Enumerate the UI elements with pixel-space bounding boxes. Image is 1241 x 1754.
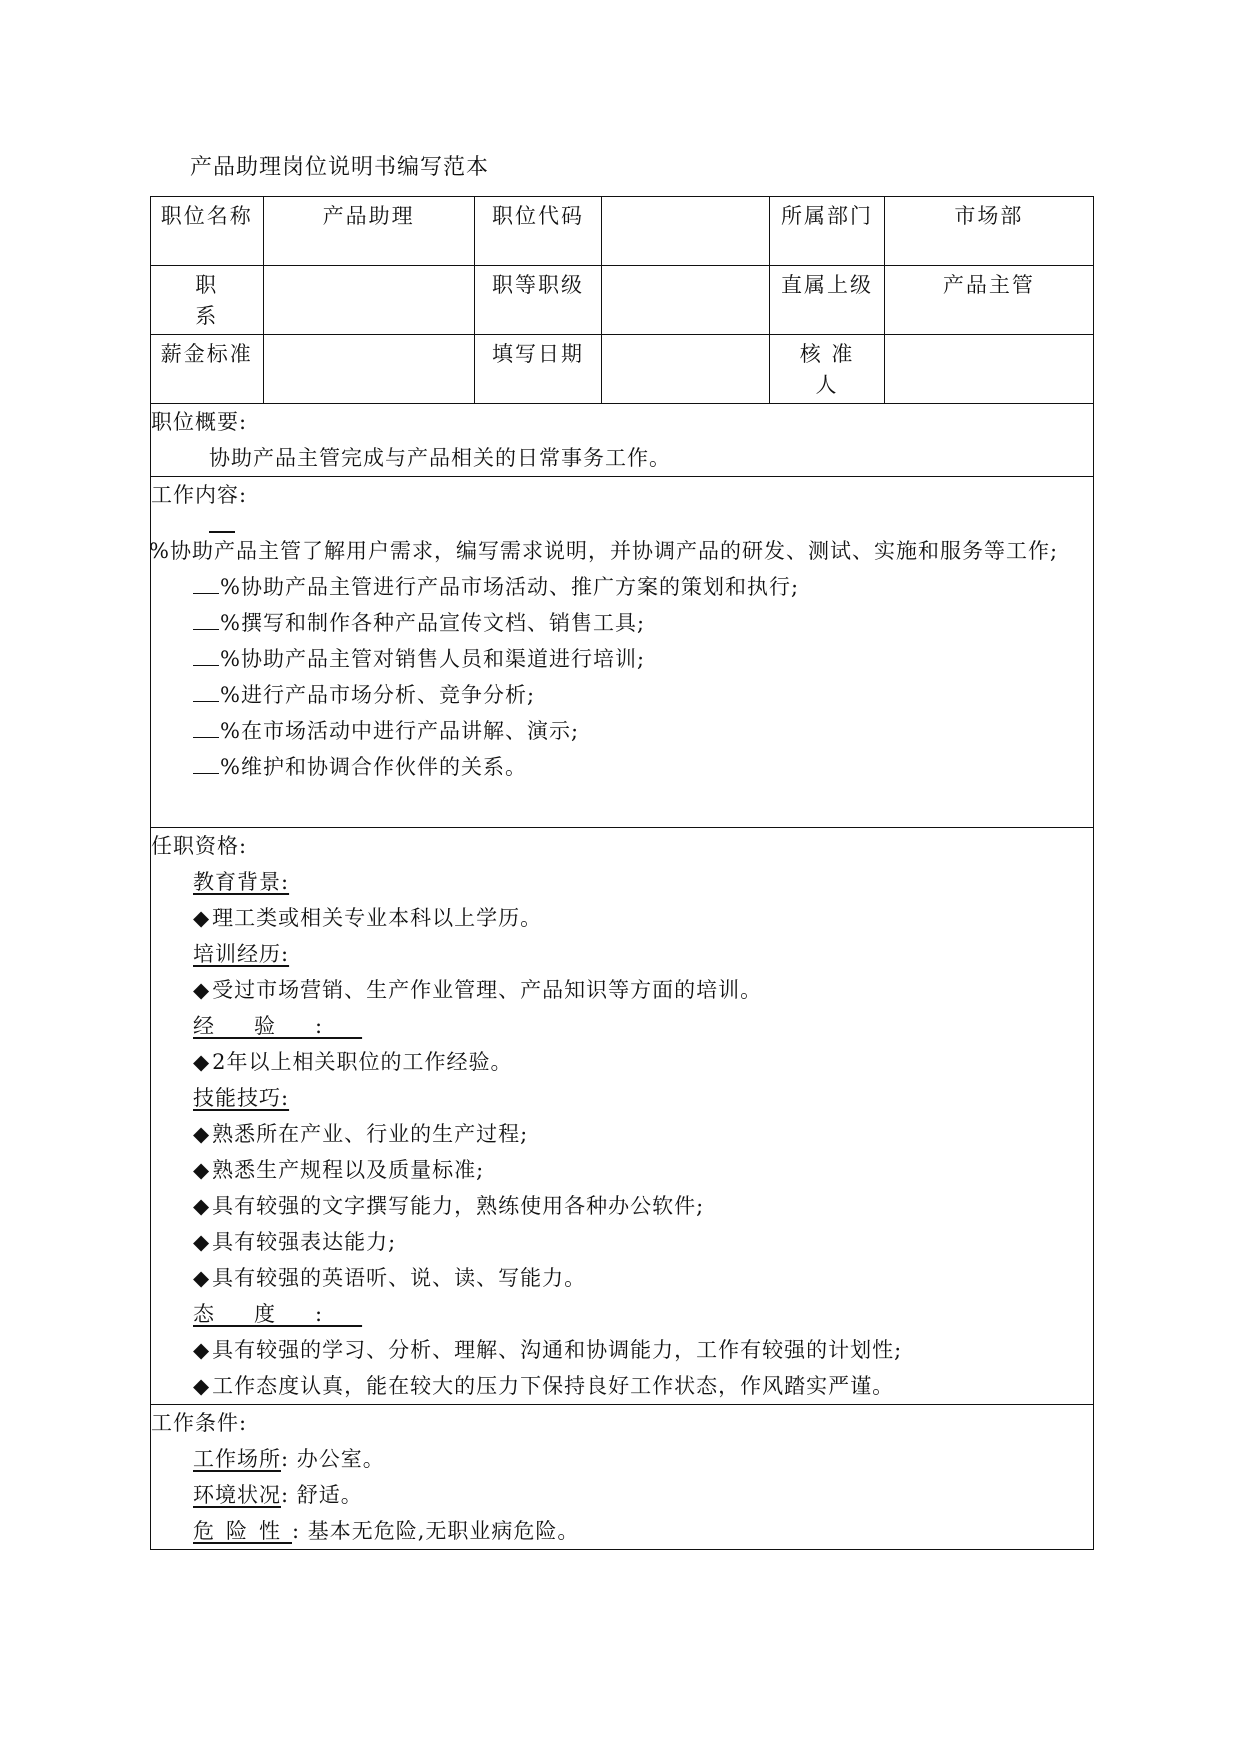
duty-item: %协助产品主管了解用户需求，编写需求说明，并协调产品的研发、测试、实施和服务等工作;	[149, 539, 1059, 563]
risk-label: 危险性	[193, 1519, 292, 1543]
job-family-label: 职系	[195, 273, 219, 328]
qualifications-label: 任职资格:	[151, 834, 248, 858]
approver-value	[885, 335, 1093, 339]
item-text: 具有较强表达能力;	[212, 1230, 397, 1254]
value-cell	[263, 335, 474, 404]
duty-item	[151, 605, 1093, 641]
header-row	[151, 266, 1094, 335]
position-name-label: 职位名称	[160, 204, 253, 228]
skills-heading-text: 技能技巧:	[193, 1086, 290, 1110]
bullet-icon: ◆	[193, 1122, 211, 1146]
summary-section	[151, 404, 1094, 477]
training-heading	[151, 936, 1093, 972]
blank-line	[193, 679, 219, 702]
duty-item	[151, 641, 1093, 677]
workplace-line	[151, 1441, 1093, 1477]
value-cell	[263, 197, 474, 266]
workplace-label: 工作场所	[193, 1447, 281, 1471]
bullet-icon: ◆	[193, 1266, 211, 1290]
bullet-icon: ◆	[193, 978, 211, 1002]
training-item	[151, 972, 1093, 1008]
item-text: 理工类或相关专业本科以上学历。	[212, 906, 543, 930]
conditions-row	[151, 1405, 1094, 1550]
risk-line	[151, 1513, 1093, 1549]
bullet-icon: ◆	[193, 906, 211, 930]
duty-text: %维护和协调合作伙伴的关系。	[220, 755, 527, 779]
bullet-icon: ◆	[193, 1158, 211, 1182]
attitude-heading-label: 态度:	[193, 1302, 363, 1326]
job-description-table	[150, 196, 1094, 1550]
job-family-value	[264, 266, 474, 270]
value-cell	[884, 335, 1093, 404]
item-text: 工作态度认真，能在较大的压力下保持良好工作状态，作风踏实严谨。	[212, 1374, 895, 1398]
bullet-icon: ◆	[193, 1338, 211, 1362]
skills-item	[151, 1260, 1093, 1296]
grade-value	[602, 266, 769, 270]
fill-date-label: 填写日期	[492, 342, 585, 366]
summary-row	[151, 404, 1094, 477]
duty-text: %在市场活动中进行产品讲解、演示;	[220, 719, 580, 743]
label-cell	[474, 197, 602, 266]
item-text: 熟悉所在产业、行业的生产过程;	[212, 1122, 529, 1146]
label-cell	[770, 197, 885, 266]
environment-line	[151, 1477, 1093, 1513]
experience-heading-label: 经验:	[193, 1014, 363, 1038]
duty-item	[151, 569, 1093, 605]
item-text: 2年以上相关职位的工作经验。	[212, 1050, 513, 1074]
qualifications-section	[151, 828, 1094, 1405]
position-code-label: 职位代码	[492, 204, 585, 228]
experience-item	[151, 1044, 1093, 1080]
summary-label: 职位概要:	[151, 410, 248, 434]
fill-date-value	[602, 335, 769, 339]
bullet-icon: ◆	[193, 1374, 211, 1398]
blank-line	[193, 751, 219, 774]
value-cell	[602, 335, 770, 404]
duty-text: %协助产品主管对销售人员和渠道进行培训;	[220, 647, 646, 671]
position-name-value: 产品助理	[322, 204, 415, 228]
environment-value: : 舒适。	[281, 1483, 363, 1507]
document-title: 产品助理岗位说明书编写范本	[190, 155, 490, 180]
blank-line	[193, 571, 219, 594]
blank-line	[193, 607, 219, 630]
environment-label: 环境状况	[193, 1483, 281, 1507]
value-cell	[602, 266, 770, 335]
duty-text: %进行产品市场分析、竞争分析;	[220, 683, 536, 707]
conditions-section	[151, 1405, 1094, 1550]
skills-heading	[151, 1080, 1093, 1116]
education-heading-text: 教育背景:	[193, 870, 290, 894]
item-text: 受过市场营销、生产作业管理、产品知识等方面的培训。	[212, 978, 763, 1002]
supervisor-label: 直属上级	[781, 273, 874, 297]
value-cell	[884, 266, 1093, 335]
skills-item	[151, 1152, 1093, 1188]
attitude-heading-text	[193, 1302, 362, 1326]
value-cell	[884, 197, 1093, 266]
salary-value	[264, 335, 474, 339]
blank-line	[209, 513, 235, 533]
duty-item	[151, 749, 1093, 785]
header-row	[151, 335, 1094, 404]
duty-item	[151, 713, 1093, 749]
experience-heading-text	[193, 1014, 362, 1038]
value-cell	[602, 197, 770, 266]
label-cell	[151, 335, 264, 404]
item-text: 具有较强的文字撰写能力，熟练使用各种办公软件;	[212, 1194, 705, 1218]
duty-text: %撰写和制作各种产品宣传文档、销售工具;	[220, 611, 646, 635]
position-code-value	[602, 197, 769, 201]
item-text: 具有较强的学习、分析、理解、沟通和协调能力，工作有较强的计划性;	[212, 1338, 903, 1362]
risk-value: : 基本无危险,无职业病危险。	[292, 1519, 580, 1543]
item-text: 具有较强的英语听、说、读、写能力。	[212, 1266, 587, 1290]
label-cell	[770, 266, 885, 335]
label-cell	[474, 266, 602, 335]
label-cell	[474, 335, 602, 404]
duties-label: 工作内容:	[151, 483, 248, 507]
label-cell	[151, 266, 264, 335]
attitude-item	[151, 1332, 1093, 1368]
training-heading-text: 培训经历:	[193, 942, 290, 966]
header-row	[151, 197, 1094, 266]
label-cell	[151, 197, 264, 266]
conditions-label: 工作条件:	[151, 1411, 248, 1435]
label-cell	[770, 335, 885, 404]
duty-text: %协助产品主管进行产品市场活动、推广方案的策划和执行;	[220, 575, 800, 599]
experience-heading	[151, 1008, 1093, 1044]
bullet-icon: ◆	[193, 1194, 211, 1218]
duty-item	[151, 677, 1093, 713]
duties-row	[151, 477, 1094, 828]
duties-section	[151, 477, 1094, 828]
value-cell	[263, 266, 474, 335]
education-heading	[151, 864, 1093, 900]
qualifications-row	[151, 828, 1094, 1405]
skills-item	[151, 1116, 1093, 1152]
department-value: 市场部	[954, 204, 1024, 228]
blank-line	[193, 715, 219, 738]
attitude-item	[151, 1368, 1093, 1404]
education-item	[151, 900, 1093, 936]
supervisor-value: 产品主管	[942, 273, 1035, 297]
department-label: 所属部门	[781, 204, 874, 228]
skills-item	[151, 1224, 1093, 1260]
salary-label: 薪金标准	[160, 342, 253, 366]
blank-line	[193, 643, 219, 666]
workplace-value: : 办公室。	[281, 1447, 385, 1471]
bullet-icon: ◆	[193, 1050, 211, 1074]
grade-label: 职等职级	[492, 273, 585, 297]
item-text: 熟悉生产规程以及质量标准;	[212, 1158, 485, 1182]
approver-label: 核 准 人	[799, 342, 855, 397]
summary-text: 协助产品主管完成与产品相关的日常事务工作。	[209, 446, 671, 470]
bullet-icon: ◆	[193, 1230, 211, 1254]
skills-item	[151, 1188, 1093, 1224]
attitude-heading	[151, 1296, 1093, 1332]
